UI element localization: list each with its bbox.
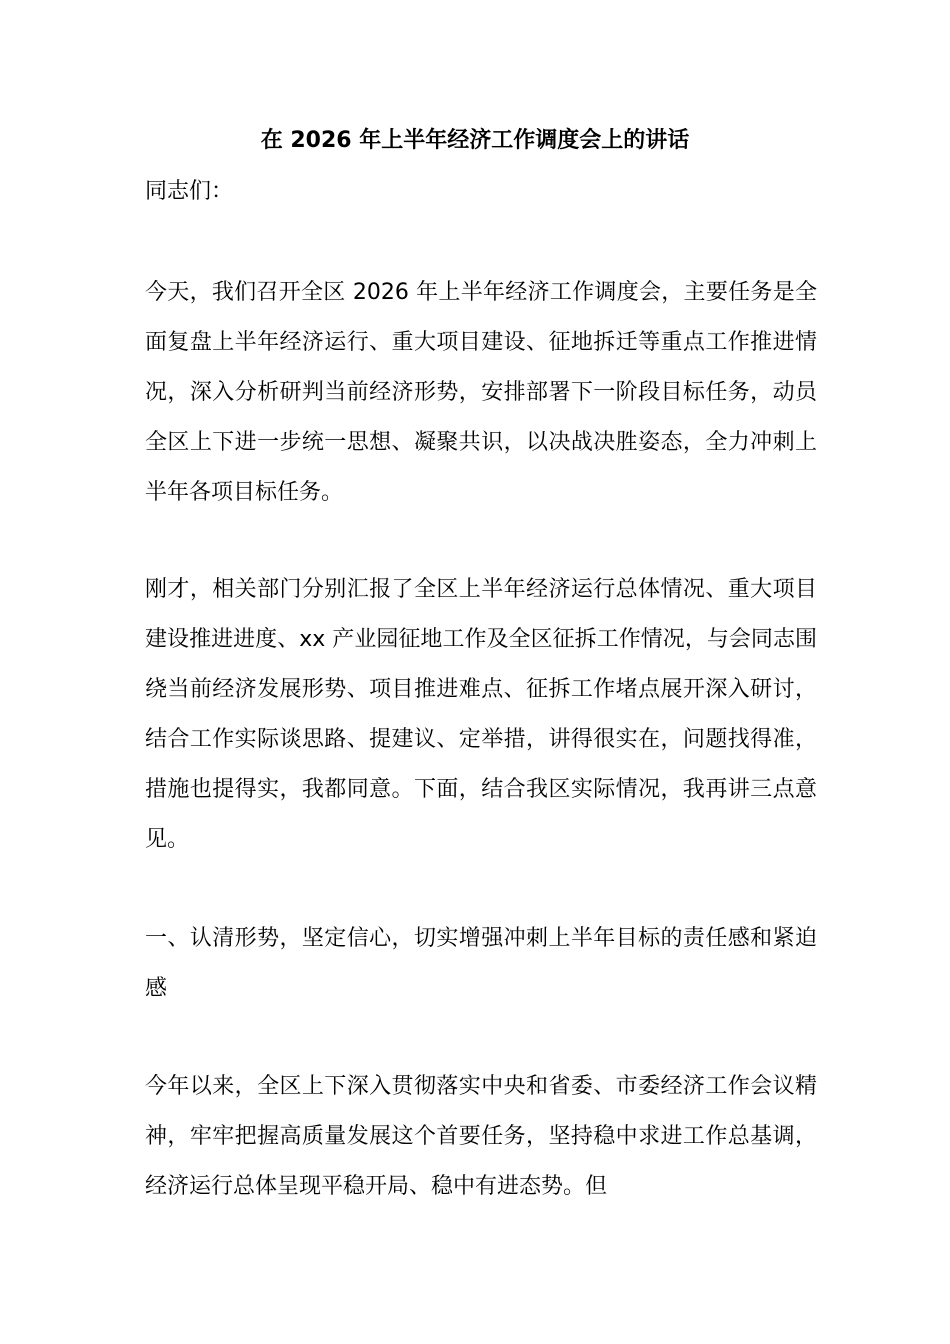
section-paragraph: 今年以来，全区上下深入贯彻落实中央和省委、市委经济工作会议精神，牢牢把握高质量发展这个首要任务，坚持稳中求进工作总基调，经济运行总体呈现平稳开局、稳中有进态势。但 (145, 1074, 817, 1199)
document-title: 在 2026 年上半年经济工作调度会上的讲话 (260, 128, 690, 153)
paragraph-reports: 刚才，相关部门分别汇报了全区上半年经济运行总体情况、重大项目建设推进进度、xx 产业园征地工作及全区征拆工作情况，与会同志围绕当前经济发展形势、项目推进难点、征拆工作堵点展开深入研讨，结合工作实际谈思路、提建议、定举措，讲得很实在，问题找得准，措施也提得实，我都同意。下面，结合我区实际情况，我再讲三点意见。 (145, 577, 817, 852)
salutation: 同志们： (145, 179, 234, 204)
paragraph-opening: 今天，我们召开全区 2026 年上半年经济工作调度会，主要任务是全面复盘上半年经济运行、重大项目建设、征地拆迁等重点工作推进情况，深入分析研判当前经济形势，安排部署下一阶段目标任务，动员全区上下进一步统一思想、凝聚共识，以决战决胜姿态，全力冲刺上半年各项目标任务。 (145, 280, 817, 505)
section-heading: 一、认清形势，坚定信心，切实增强冲刺上半年目标的责任感和紧迫感 (145, 926, 817, 1001)
